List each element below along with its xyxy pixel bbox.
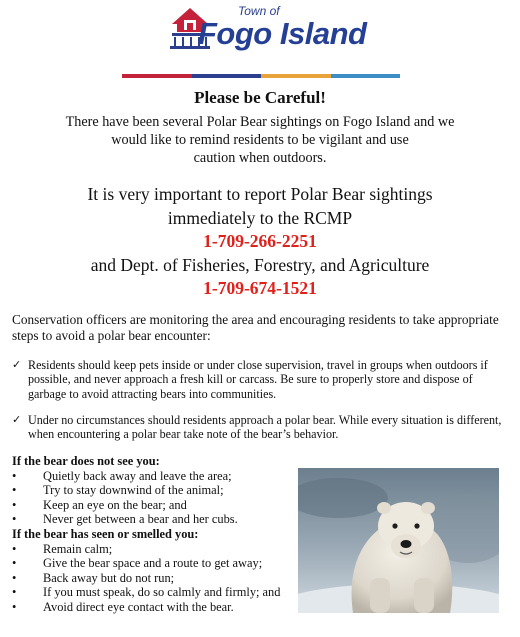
- list-item-text: Remain calm;: [43, 541, 113, 556]
- bullet-icon: •: [12, 570, 17, 585]
- list-item: [12, 556, 292, 571]
- list-item-text: Quietly back away and leave the area;: [43, 468, 232, 483]
- bullet-icon: •: [12, 556, 17, 571]
- checkmark-icon: ✓: [12, 412, 22, 426]
- polar-bear-photo: [298, 468, 499, 613]
- report-line-1: It is very important to report Polar Bear sightings: [87, 184, 433, 204]
- list-item: [12, 585, 292, 600]
- check-list: [12, 358, 512, 453]
- color-bar-lightblue: [331, 74, 401, 78]
- logo-town-text: Town of: [238, 4, 280, 18]
- check-item: [12, 413, 512, 442]
- check-item-text: Residents should keep pets inside or under close supervision, travel in groups when outdoors if possible, and never approach a fresh kill or carcass. Be sure to properly store and dispose of garbage to avoid attracting bears into communities.: [28, 358, 488, 401]
- logo-name-text: Fogo Island: [198, 16, 367, 51]
- check-item: [12, 358, 512, 401]
- color-bar-red: [122, 74, 192, 78]
- bullet-icon: •: [12, 512, 17, 527]
- list-item-text: If you must speak, do so calmly and firmly; and: [43, 585, 281, 600]
- report-block: [0, 183, 520, 301]
- list-item-text: Back away but do not run;: [43, 570, 175, 585]
- color-bar-blue: [192, 74, 262, 78]
- town-logo: [168, 4, 367, 60]
- list-item-text: Give the bear space and a route to get away;: [43, 556, 263, 571]
- bullet-icon: •: [12, 585, 17, 600]
- fisheries-phone[interactable]: 1-709-674-1521: [203, 278, 317, 298]
- check-item-text: Under no circumstances should residents approach a polar bear. While every situation is different, when encountering a polar bear take note of the bear’s behavior.: [28, 412, 502, 442]
- color-bar-orange: [261, 74, 331, 78]
- list-item: [12, 542, 292, 557]
- bullet-icon: •: [12, 468, 17, 483]
- intro-line: There have been several Polar Bear sightings on Fogo Island and we: [65, 114, 455, 130]
- intro-paragraph: [20, 113, 500, 167]
- bullet-icon: •: [12, 497, 17, 512]
- bullet-icon: •: [12, 541, 17, 556]
- list-item: [12, 600, 292, 615]
- page-title: Please be Careful!: [194, 88, 326, 107]
- bullet-icon: •: [12, 483, 17, 498]
- report-line-3: and Dept. of Fisheries, Forestry, and Agriculture: [90, 254, 430, 275]
- intro-line: would like to remind residents to be vigilant and use: [111, 132, 409, 148]
- list-item: [12, 469, 292, 484]
- rcmp-phone[interactable]: 1-709-266-2251: [203, 231, 317, 251]
- list-item: [12, 512, 292, 527]
- logo-color-bar: [122, 74, 400, 78]
- list-item-text: Try to stay downwind of the animal;: [43, 483, 224, 498]
- list-item-text: Avoid direct eye contact with the bear.: [43, 599, 234, 614]
- not-seen-heading: If the bear does not see you:: [12, 454, 160, 468]
- list-item: [12, 483, 292, 498]
- conservation-paragraph: Conservation officers are monitoring the area and encouraging residents to take appropriate steps to avoid a polar bear encounter:: [12, 312, 499, 343]
- intro-line: caution when outdoors.: [193, 150, 327, 166]
- list-item-text: Never get between a bear and her cubs.: [43, 512, 238, 527]
- advice-section: [12, 454, 292, 615]
- report-line-2: immediately to the RCMP: [167, 207, 353, 228]
- list-item: [12, 571, 292, 586]
- bullet-icon: •: [12, 599, 17, 614]
- list-item: [12, 498, 292, 513]
- seen-heading: If the bear has seen or smelled you:: [12, 526, 199, 541]
- list-item-text: Keep an eye on the bear; and: [43, 497, 187, 512]
- checkmark-icon: ✓: [12, 358, 22, 371]
